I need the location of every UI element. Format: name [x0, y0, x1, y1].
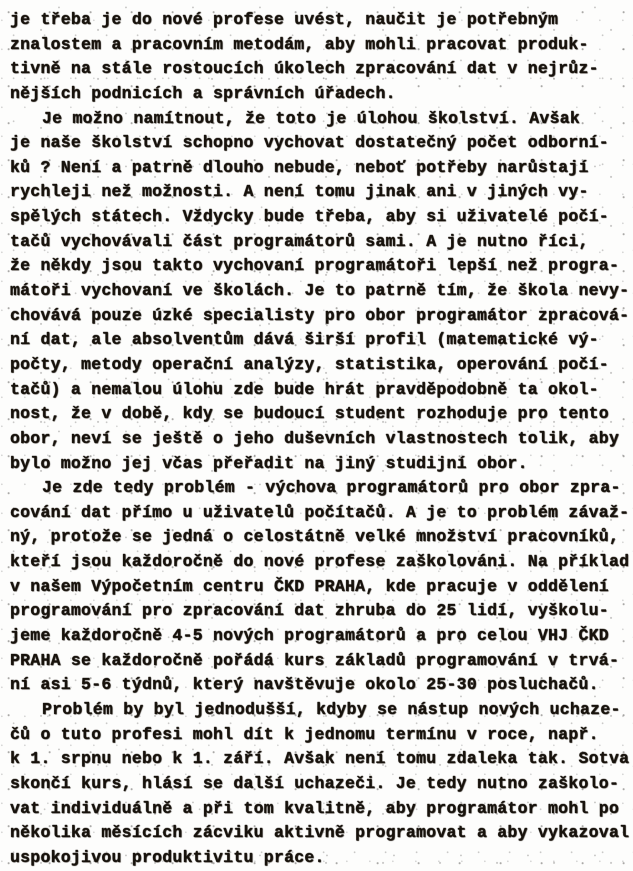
text-line: rychleji než možnosti. A není tomu jinak ani v jiných vy- [10, 182, 589, 202]
text-line: nějších podnicích a správních úřadech. [10, 83, 396, 103]
text-line: uspokojivou produktivitu práce. [10, 847, 325, 867]
document-text-block [10, 8, 630, 870]
text-line: počty, metody operační analýzy, statistika, operování počí- [10, 354, 609, 374]
text-line: znalostem a pracovním metodám, aby mohli pracovat produk- [10, 34, 589, 54]
text-line: Je možno namítnout, že toto je úlohou školství. Avšak [42, 108, 581, 128]
text-line: ní dat, ale absolventům dává širší profil (matematické vý- [10, 330, 599, 350]
text-line: chovává pouze úzké specialisty pro obor programátor zpracová- [10, 305, 630, 325]
text-line: že někdy jsou takto vychovaní programátoři lepší než progra- [10, 256, 620, 276]
text-line: skončí kurs, hlásí se další uchazeči. Je tedy nutno zaškolo- [10, 773, 620, 793]
text-line: jeme každoročně 4-5 nových programátorů a pro celou VHJ ČKD [10, 626, 609, 646]
text-line: obor, neví se ještě o jeho duševních vlastnostech tolik, aby [10, 428, 620, 448]
text-line: ků ? Není a patrně dlouho nebude, neboť potřeby narůstají [10, 157, 589, 177]
text-line: vat individuálně a při tom kvalitně, aby programátor mohl po [10, 798, 620, 818]
text-line: nost, že v době, kdy se budoucí student rozhoduje pro tento [10, 404, 609, 424]
text-line: několika měsících zácviku aktivně programovat a aby vykazoval [10, 823, 630, 843]
text-line: v našem Výpočetním centru ČKD PRAHA, kde pracuje v oddělení [10, 576, 609, 596]
text-line: Je zde tedy problém - výchova programátorů pro obor zpra- [42, 478, 621, 498]
text-line: tivně na stále rostoucích úkolech zpracování dat v nejrůz- [10, 59, 599, 79]
text-line: tačů) a nemalou úlohu zde bude hrát pravděpodobně ta okol- [10, 379, 599, 399]
text-line: čů o tuto profesi mohl dít k jednomu termínu v roce, např. [10, 724, 599, 744]
text-line: programování pro zpracování dat zhruba do 25 lidí, vyškolu- [10, 601, 609, 621]
text-line: ný, protože se jedná o celostátně velké množství pracovníků, [10, 527, 620, 547]
text-line: PRAHA se každoročně pořádá kurs základů programování v trvá- [10, 650, 620, 670]
text-line: bylo možno jej včas přeřadit na jiný studijní obor. [10, 453, 528, 473]
text-line: cování dat přímo u uživatelů počítačů. A je to problém závaž- [10, 502, 630, 522]
text-line: spělých státech. Vždycky bude třeba, aby si uživatelé počí- [10, 207, 609, 227]
text-line: k 1. srpnu nebo k 1. září. Avšak není tomu zdaleka tak. Sotva [10, 749, 630, 769]
text-line: Problém by byl jednodušší, kdyby se nástup nových uchaze- [42, 699, 621, 719]
text-line: tačů vychovávali část programátorů sami. A je nutno říci, [10, 231, 589, 251]
text-line: mátoři vychovaní ve školách. Je to patrně tím, že škola nevy- [10, 281, 630, 301]
text-line: je naše školství schopno vychovat dostatečný počet odborní- [10, 133, 609, 153]
text-line: je třeba je do nové profese uvést, naučit je potřebným [10, 10, 559, 29]
text-line: kteří jsou každoročně do nové profese zaškolováni. Na příklad [10, 552, 630, 572]
text-line: ní asi 5-6 týdnů, který navštěvuje okolo 25-30 posluchačů. [10, 675, 599, 695]
